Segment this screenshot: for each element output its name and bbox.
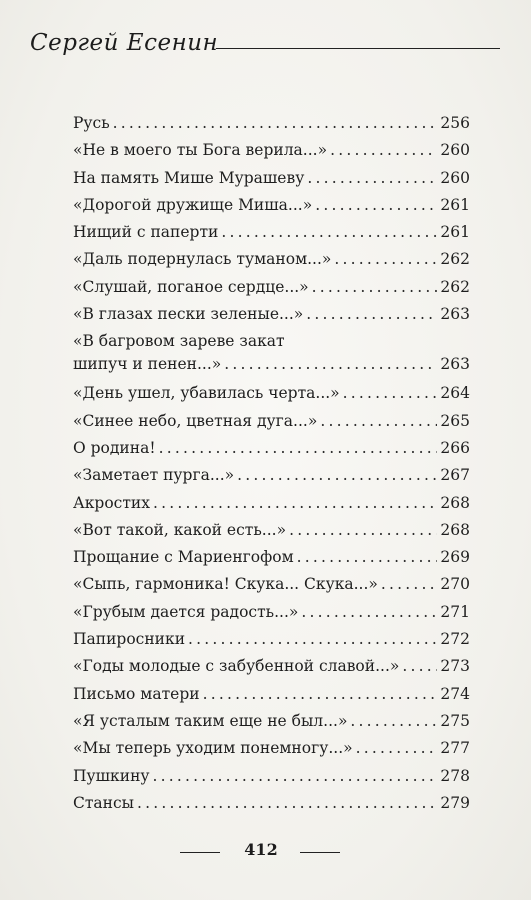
dot-leader	[381, 571, 438, 598]
toc-entry	[73, 599, 470, 626]
toc-entry	[73, 110, 470, 137]
toc-entry	[73, 219, 470, 246]
dot-leader	[297, 544, 438, 571]
toc-entry	[73, 653, 470, 680]
dot-leader	[237, 462, 437, 489]
running-header	[30, 30, 500, 70]
toc-entry	[73, 137, 470, 164]
toc-entry	[73, 490, 470, 517]
toc-title: Папиросники	[73, 630, 186, 649]
toc-entry	[73, 246, 470, 273]
author-name: Сергей Есенин	[30, 30, 219, 56]
dot-leader	[315, 192, 437, 219]
dot-leader	[320, 408, 437, 435]
toc-title: Акростих	[73, 493, 151, 512]
dot-leader	[221, 219, 437, 246]
toc-title: «Годы молодые с забубенной славой...»	[73, 657, 400, 676]
dot-leader	[312, 274, 438, 301]
toc-entry	[73, 763, 470, 790]
toc-title: «Грубым дается радость...»	[73, 602, 299, 621]
toc-title-line2-row	[73, 353, 470, 376]
dot-leader	[343, 380, 438, 407]
toc-title: «Даль подернулась туманом...»	[73, 250, 332, 269]
toc-entry	[73, 626, 470, 653]
dot-leader	[203, 681, 438, 708]
toc-title-line2: шипуч и пенен...»	[73, 355, 222, 374]
dot-leader	[289, 517, 437, 544]
toc-entry	[73, 192, 470, 219]
toc-title: «Вот такой, какой есть...»	[73, 520, 287, 539]
toc-page-number: 275	[440, 711, 470, 730]
toc-title: Стансы	[73, 793, 135, 812]
dot-leader	[350, 708, 437, 735]
toc-title: «Заметает пурга...»	[73, 466, 235, 485]
dot-leader	[224, 353, 437, 376]
toc-page-number: 274	[440, 684, 470, 703]
toc-page-number: 260	[440, 141, 470, 160]
toc-title-line1: «В багровом зареве закат	[73, 332, 285, 351]
toc-page-number: 272	[440, 630, 470, 649]
dot-leader	[188, 626, 437, 653]
toc-entry	[73, 165, 470, 192]
toc-page-number: 260	[440, 168, 470, 187]
toc-title: О родина!	[73, 438, 156, 457]
dot-leader	[307, 165, 437, 192]
toc-entry	[73, 435, 470, 462]
toc-page-number: 263	[440, 355, 470, 374]
toc-title: «В глазах пески зеленые...»	[73, 305, 304, 324]
toc-title: «Дорогой дружище Миша...»	[73, 195, 313, 214]
dot-leader	[153, 763, 438, 790]
header-rule	[216, 48, 500, 49]
toc-page-number: 265	[440, 411, 470, 430]
dot-leader	[402, 653, 437, 680]
toc-page-number: 266	[440, 438, 470, 457]
page-number: 412	[244, 840, 278, 859]
dot-leader	[356, 735, 438, 762]
toc-page-number: 270	[440, 575, 470, 594]
toc-page-number: 278	[440, 766, 470, 785]
page-footer	[0, 838, 531, 868]
toc-title: Русь	[73, 114, 110, 132]
toc-entry-two-line	[73, 328, 470, 380]
toc-title: Прощание с Мариенгофом	[73, 548, 294, 567]
toc-page-number: 261	[440, 195, 470, 214]
dot-leader	[159, 435, 438, 462]
toc-title: На память Мише Мурашеву	[73, 168, 305, 187]
toc-page-number: 268	[440, 493, 470, 512]
toc-title: «Синее небо, цветная дуга...»	[73, 411, 318, 430]
toc-page-number: 269	[440, 548, 470, 567]
toc-page-number: 262	[440, 277, 470, 296]
toc-page-number: 256	[440, 114, 470, 132]
footer-dash-left	[180, 852, 220, 853]
dot-leader	[153, 490, 437, 517]
toc-entry	[73, 735, 470, 762]
toc-page-number: 273	[440, 657, 470, 676]
toc-entry	[73, 708, 470, 735]
table-of-contents	[73, 110, 470, 817]
toc-title: «Не в моего ты Бога верила...»	[73, 141, 328, 160]
dot-leader	[301, 599, 437, 626]
dot-leader	[334, 246, 437, 273]
toc-entry	[73, 301, 470, 328]
toc-entry	[73, 462, 470, 489]
toc-page-number: 264	[440, 384, 470, 403]
toc-entry	[73, 544, 470, 571]
toc-entry	[73, 790, 470, 817]
toc-title: Нищий с паперти	[73, 223, 219, 242]
footer-dash-right	[300, 852, 340, 853]
toc-page-number: 267	[440, 466, 470, 485]
toc-entry	[73, 380, 470, 407]
dot-leader	[330, 137, 437, 164]
toc-entry	[73, 274, 470, 301]
toc-page-number: 263	[440, 305, 470, 324]
toc-title: «Мы теперь уходим понемногу...»	[73, 739, 353, 758]
toc-entry	[73, 517, 470, 544]
toc-title: «Сыпь, гармоника! Скука... Скука...»	[73, 575, 378, 594]
toc-entry	[73, 571, 470, 598]
toc-page-number: 271	[440, 602, 470, 621]
toc-page-number: 262	[440, 250, 470, 269]
toc-page-number: 279	[440, 793, 470, 812]
toc-title: Пушкину	[73, 766, 150, 785]
dot-leader	[137, 790, 437, 817]
toc-title: «Я усталым таким еще не был...»	[73, 711, 348, 730]
toc-entry	[73, 681, 470, 708]
dot-leader	[113, 110, 438, 137]
toc-entry	[73, 408, 470, 435]
toc-page-number: 277	[440, 739, 470, 758]
toc-page-number: 261	[440, 223, 470, 242]
toc-title: «День ушел, убавилась черта...»	[73, 384, 340, 403]
dot-leader	[306, 301, 437, 328]
toc-title: «Слушай, поганое сердце...»	[73, 277, 309, 296]
toc-title: Письмо матери	[73, 684, 200, 703]
toc-page-number: 268	[440, 520, 470, 539]
